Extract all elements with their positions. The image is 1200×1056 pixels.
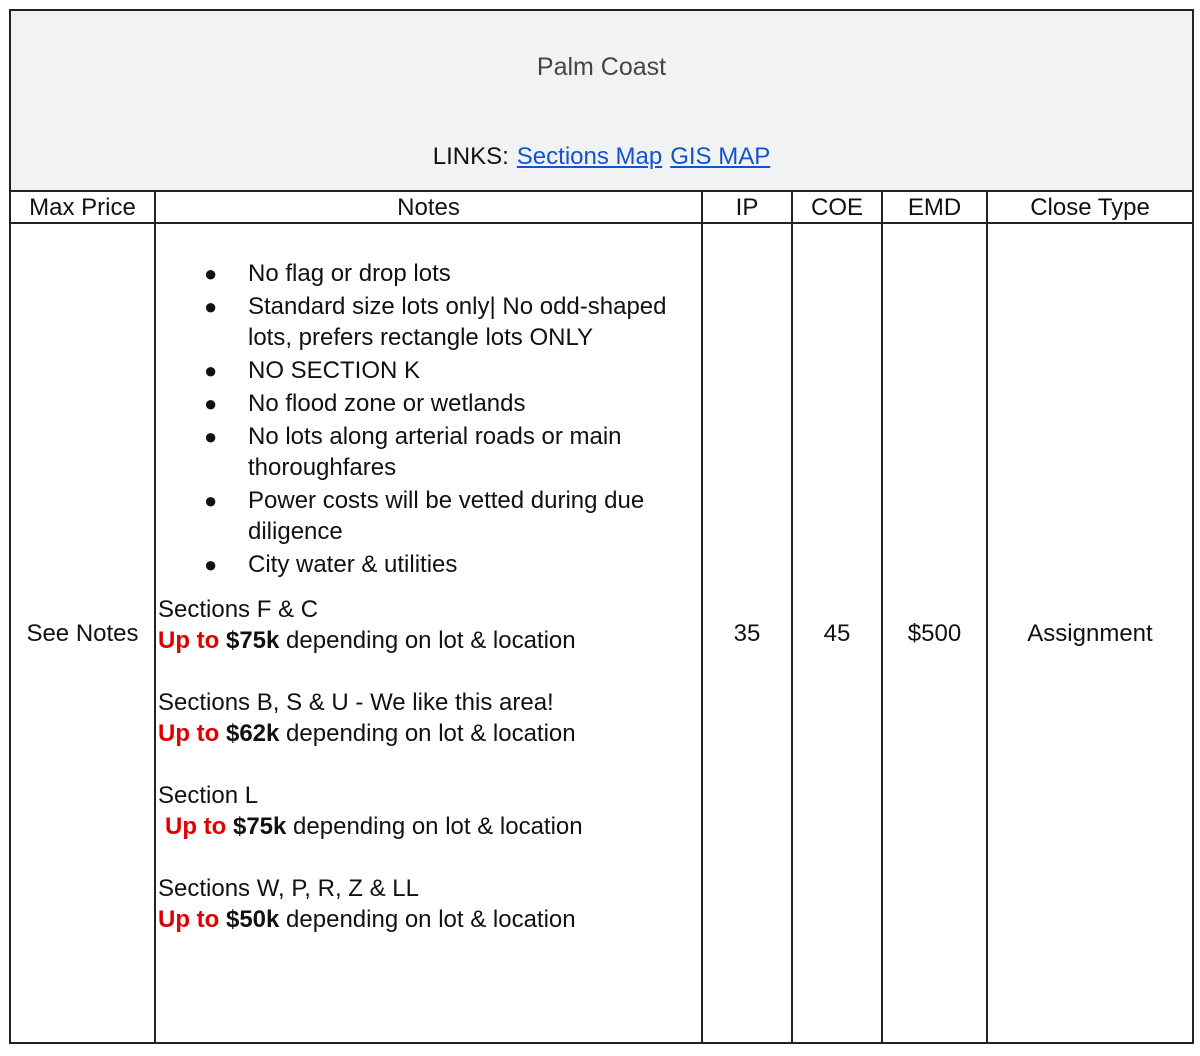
list-item (204, 355, 698, 386)
max-price-cell: See Notes (26, 620, 139, 647)
price-prefix: Up to (158, 906, 220, 933)
bullet-text: Power costs will be vetted during due diligence (248, 487, 645, 545)
emd-cell: $500 (907, 620, 962, 647)
title-text: Palm Coast (536, 52, 667, 81)
section-name: Sections F & C (158, 596, 319, 623)
bullet-text: No flag or drop lots (248, 260, 451, 287)
section-price-block (158, 687, 702, 749)
sheet-title (9, 9, 1194, 125)
price-suffix: depending on lot & location (286, 720, 576, 747)
list-item (204, 291, 698, 353)
price-suffix: depending on lot & location (286, 906, 576, 933)
ip-cell: 35 (733, 620, 761, 647)
header-coe: COE (810, 194, 863, 221)
header-notes: Notes (397, 194, 460, 221)
list-item (204, 549, 698, 580)
close-type-cell: Assignment (1027, 620, 1153, 647)
section-price-block (158, 594, 702, 656)
links-row (9, 123, 1194, 192)
bullet-text: No lots along arterial roads or main thoroughfares (248, 423, 622, 481)
bullet-icon: ● (204, 552, 218, 577)
price-amount: $50k (225, 906, 280, 933)
list-item (204, 258, 698, 289)
bullet-icon: ● (204, 358, 218, 383)
price-suffix: depending on lot & location (286, 627, 576, 654)
bullet-text: City water & utilities (248, 551, 458, 578)
bullet-icon: ● (204, 261, 218, 286)
price-prefix: Up to (158, 720, 220, 747)
section-name: Sections B, S & U - We like this area! (158, 689, 554, 716)
price-suffix: depending on lot & location (293, 813, 583, 840)
list-item (204, 388, 698, 419)
price-prefix: Up to (158, 627, 220, 654)
section-price-block (158, 780, 702, 842)
section-name: Sections W, P, R, Z & LL (158, 875, 419, 902)
bullet-text: Standard size lots only| No odd-shaped lots, prefers rectangle lots ONLY (248, 293, 667, 351)
divider (1192, 190, 1194, 1044)
coe-cell: 45 (823, 620, 851, 647)
section-price-block (158, 873, 702, 935)
section-name: Section L (158, 782, 259, 809)
list-item (204, 421, 698, 483)
bullet-icon: ● (204, 488, 218, 513)
bullet-text: No flood zone or wetlands (248, 390, 526, 417)
sections-map-link[interactable]: Sections Map (516, 142, 663, 170)
header-close-type: Close Type (1030, 194, 1150, 221)
notes-cell (158, 258, 702, 935)
bullet-icon: ● (204, 424, 218, 449)
header-emd: EMD (907, 194, 962, 221)
links-label: LINKS: (432, 142, 509, 170)
bullet-text: NO SECTION K (248, 357, 421, 384)
price-amount: $62k (225, 720, 280, 747)
price-prefix: Up to (165, 813, 227, 840)
price-amount: $75k (225, 627, 280, 654)
header-max-price: Max Price (29, 194, 136, 221)
gis-map-link[interactable]: GIS MAP (670, 142, 771, 170)
criteria-list (158, 258, 702, 580)
bullet-icon: ● (204, 294, 218, 319)
list-item (204, 485, 698, 547)
bullet-icon: ● (204, 391, 218, 416)
divider (154, 190, 156, 1044)
price-amount: $75k (232, 813, 287, 840)
header-ip: IP (735, 194, 759, 221)
